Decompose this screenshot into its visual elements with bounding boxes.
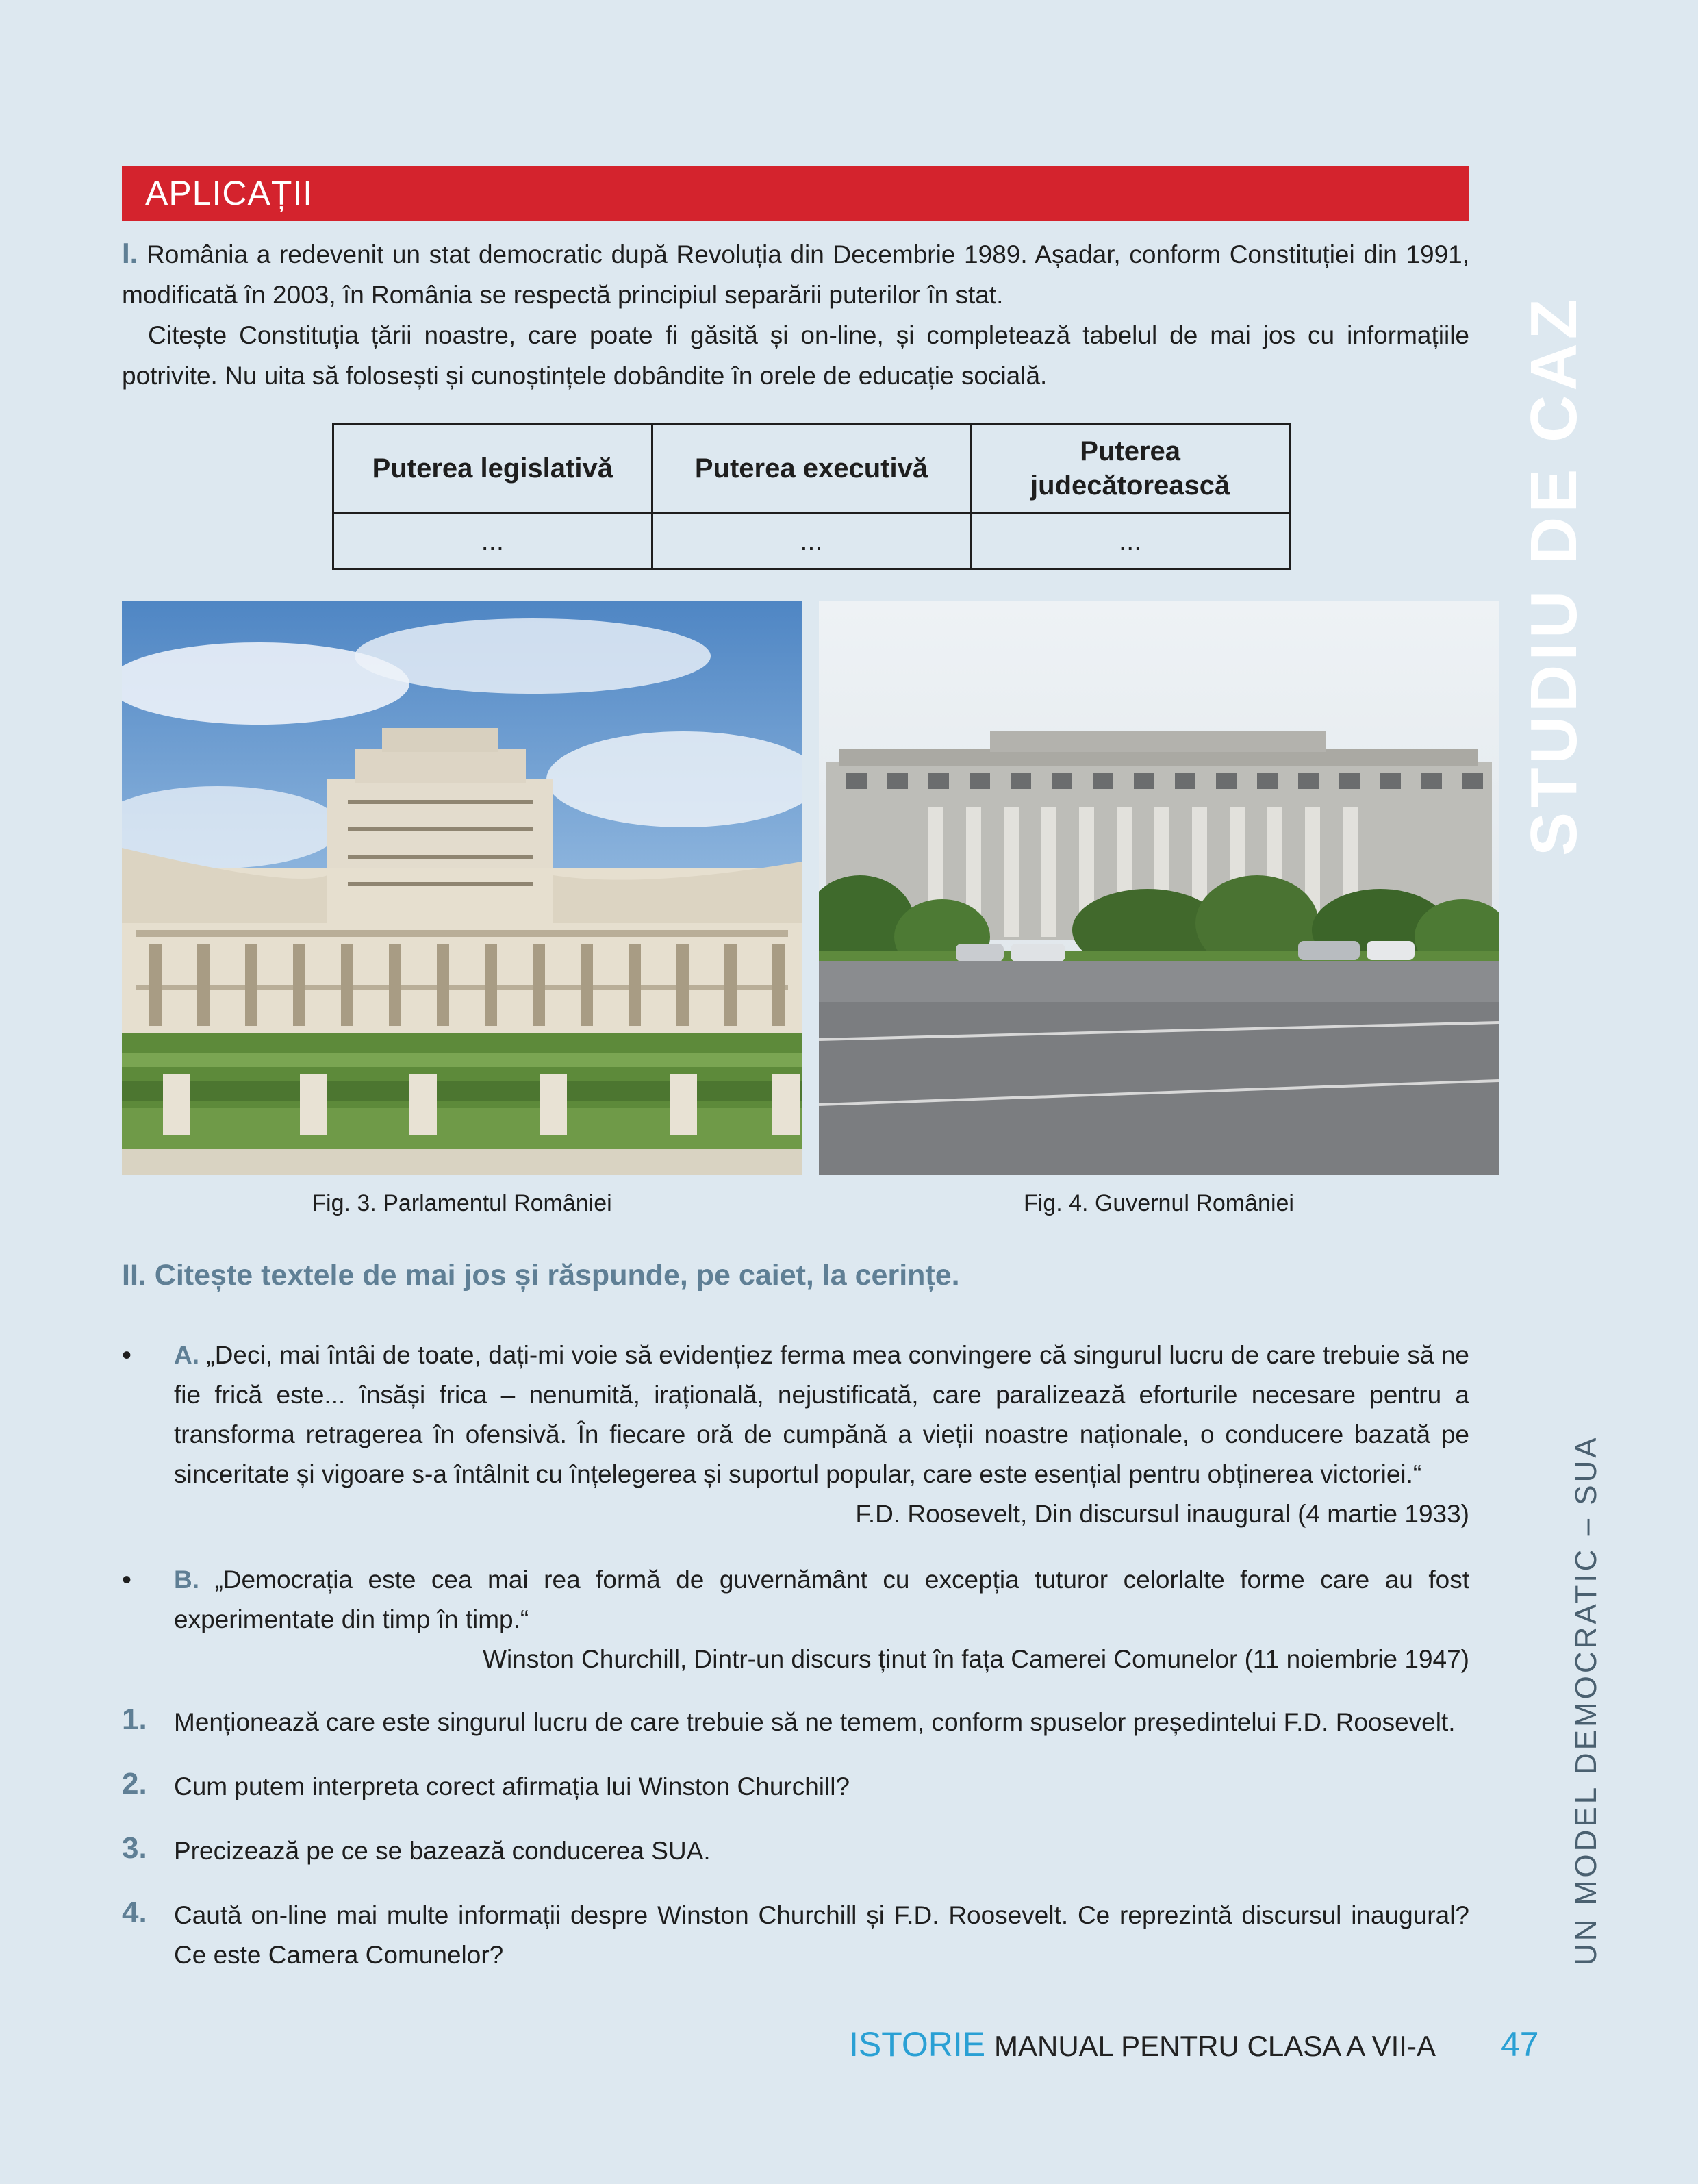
cell-executive: ... bbox=[652, 513, 971, 570]
figure-4-caption: Fig. 4. Guvernul României bbox=[1024, 1190, 1294, 1216]
quote-a-source: F.D. Roosevelt, Din discursul inaugural (4 martie 1933) bbox=[855, 1500, 1469, 1528]
part1-paragraph-1 bbox=[122, 233, 1469, 315]
government-photo bbox=[819, 601, 1499, 1175]
task-text: Caută on-line mai multe informații despre Winston Churchill și F.D. Roosevelt. Ce reprezintă discursul inaugural? Ce este Camera Comunelor? bbox=[174, 1901, 1469, 1969]
part1-paragraph-2: Citește Constituția țării noastre, care poate fi găsită și on-line, și completează tabelul de mai jos cu informațiile potrivite. Nu uita să folosești și cunoștințele dobândite în orele de educație socială. bbox=[122, 321, 1469, 390]
side-label-chapter: UN MODEL DEMOCRATIC – SUA bbox=[1569, 1435, 1603, 1966]
task-1 bbox=[122, 1703, 1469, 1742]
task-number: 3. bbox=[122, 1831, 147, 1865]
parliament-photo bbox=[122, 601, 802, 1175]
header-judicial: Puterea judecătorească bbox=[971, 425, 1290, 513]
quote-b-text bbox=[174, 1560, 1469, 1679]
task-number: 1. bbox=[122, 1703, 147, 1736]
page-number: 47 bbox=[1501, 2025, 1539, 2063]
header-executive: Puterea executivă bbox=[652, 425, 971, 513]
cell-legislative: ... bbox=[333, 513, 652, 570]
task-number: 4. bbox=[122, 1896, 147, 1929]
quote-b-label: B. bbox=[174, 1566, 199, 1594]
part2-heading: II. Citește textele de mai jos și răspunde, pe caiet, la cerințe. bbox=[122, 1259, 960, 1292]
quote-b bbox=[122, 1560, 1469, 1679]
cell-judicial: ... bbox=[971, 513, 1290, 570]
task-text: Cum putem interpreta corect afirmația lui Winston Churchill? bbox=[174, 1772, 850, 1800]
figure-3-caption: Fig. 3. Parlamentul României bbox=[312, 1190, 612, 1216]
quote-b-source: Winston Churchill, Dintr-un discurs ținut în fața Camerei Comunelor (11 noiembrie 1947) bbox=[483, 1645, 1469, 1673]
part1-p1: România a redevenit un stat democratic după Revoluția din Decembrie 1989. Așadar, conform Constituției din 1991, modificată în 2003, în România se respectă principiul separării puterilor în stat. bbox=[122, 240, 1470, 309]
quote-a-text bbox=[174, 1335, 1469, 1534]
table-header-row bbox=[333, 425, 1290, 513]
part1-lead: I. bbox=[122, 237, 138, 269]
bullet: • bbox=[122, 1565, 132, 1595]
bullet: • bbox=[122, 1340, 132, 1370]
quote-a-body: „Deci, mai întâi de toate, dați-mi voie să evidențiez ferma mea convingere că singurul lucru de care trebuie să ne fie frică este... însăși frica – nenumită, irațională, nejustificată, care paralizează eforturile necesare pentru a transforma retragerea în ofensivă. În fiecare oră de cumpănă a vieții noastre naționale, o conducere bazată pe sinceritate și vigoare s-a întâlnit cu înțelegerea și suportul popular, care este esențial pentru obținerea victoriei.“ bbox=[174, 1341, 1470, 1488]
task-text: Menționează care este singurul lucru de care trebuie să ne temem, conform spuselor președintelui F.D. Roosevelt. bbox=[174, 1708, 1456, 1736]
quote-a bbox=[122, 1335, 1469, 1534]
task-3 bbox=[122, 1831, 1469, 1871]
task-text: Precizează pe ce se bazează conducerea SUA. bbox=[174, 1837, 711, 1865]
quote-a-label: A. bbox=[174, 1341, 199, 1369]
header-legislative: Puterea legislativă bbox=[333, 425, 652, 513]
task-number: 2. bbox=[122, 1767, 147, 1800]
task-4 bbox=[122, 1896, 1469, 1975]
footer-subject: ISTORIE bbox=[849, 2025, 986, 2063]
footer-title: MANUAL PENTRU CLASA A VII-A bbox=[994, 2030, 1436, 2062]
part1-text bbox=[122, 233, 1469, 396]
section-header: APLICAȚII bbox=[122, 166, 1469, 221]
powers-table bbox=[332, 423, 1291, 570]
side-label-case-study: STUDIU DE CAZ bbox=[1517, 294, 1591, 856]
quote-b-body: „Democrația este cea mai rea formă de guvernământ cu excepția tuturor celorlalte forme care au fost experimentate din timp în timp.“ bbox=[174, 1566, 1469, 1633]
table-row bbox=[333, 513, 1290, 570]
page-footer bbox=[849, 2024, 1541, 2072]
task-2 bbox=[122, 1767, 1469, 1807]
